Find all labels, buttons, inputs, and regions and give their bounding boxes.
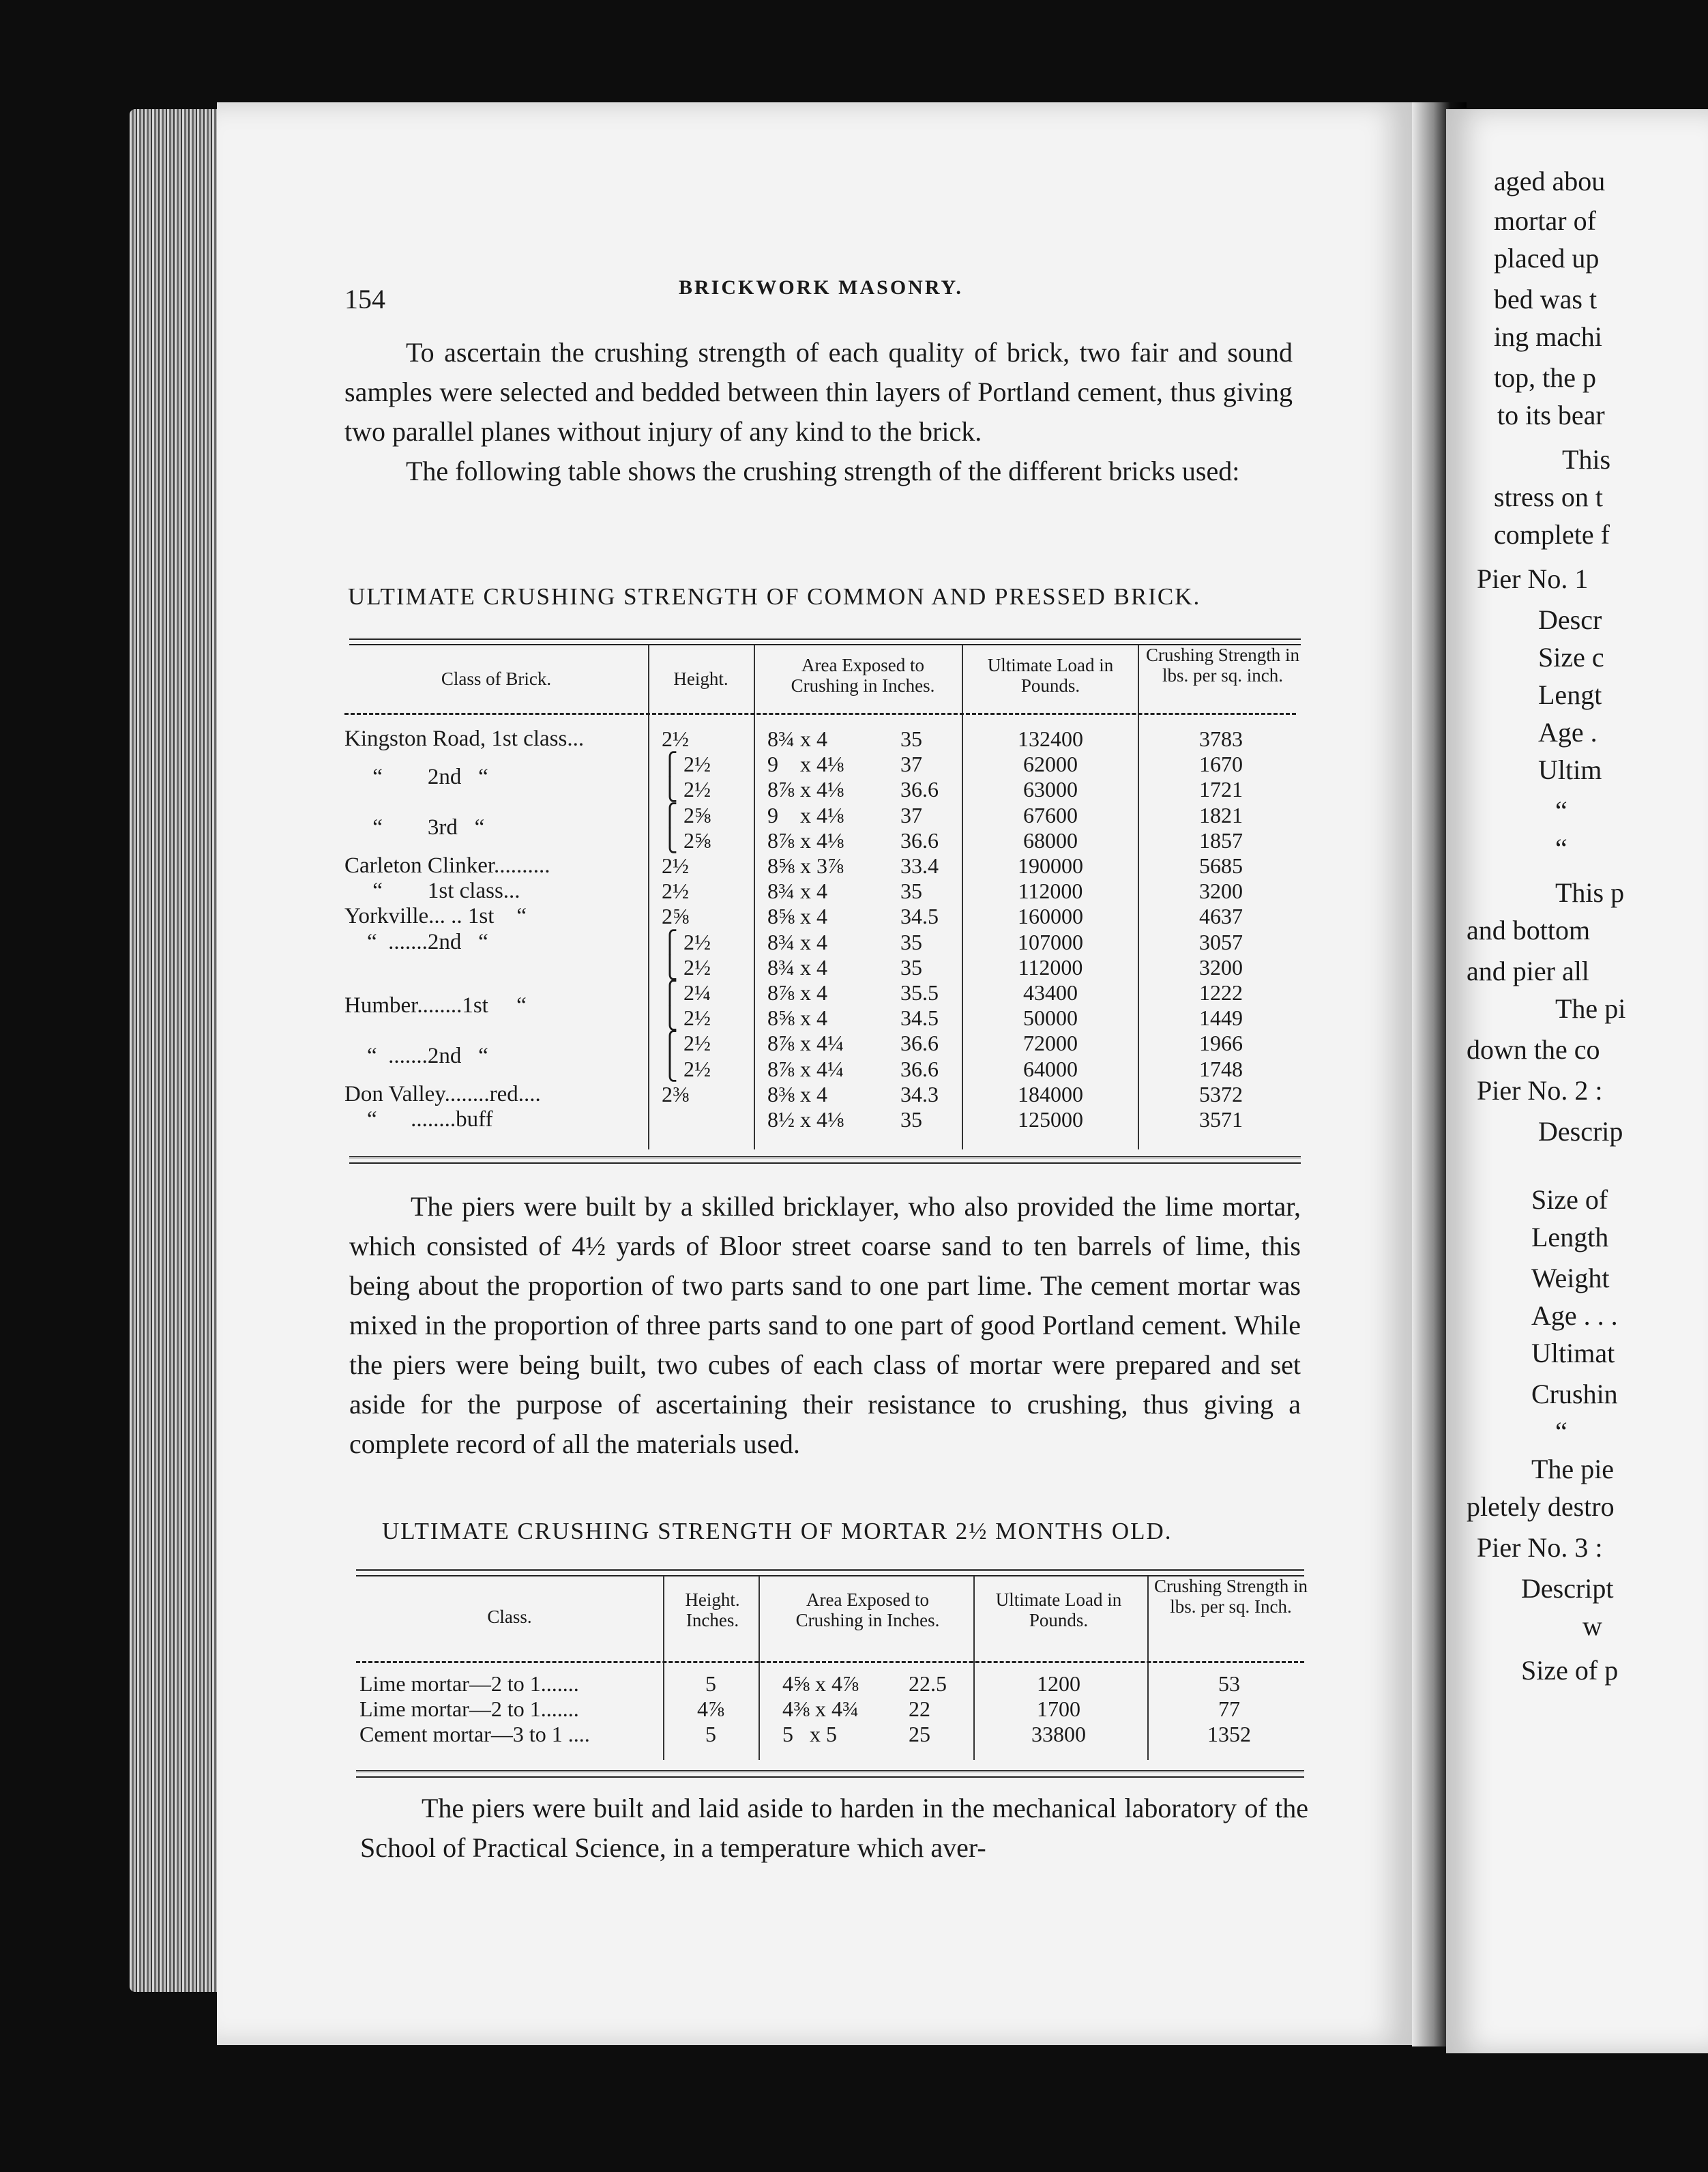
strength-cell: 1748: [1199, 1056, 1243, 1081]
area-value-cell: 36.6: [900, 1056, 939, 1081]
height-cell: 2⅜: [662, 1081, 689, 1106]
load-cell: 132400: [1018, 727, 1083, 751]
height-cell: ⎧ 2½: [662, 1031, 711, 1056]
area-cell: 8⅞ x 4¼: [767, 1056, 844, 1081]
area-cell: 8⅞ x 4¼: [767, 1031, 844, 1056]
load-cell: 160000: [1018, 904, 1083, 929]
right-page-fragment: Pier No. 1: [1477, 563, 1589, 594]
area-value-cell: 36.6: [900, 827, 939, 853]
height-cell: ⎧ 2⅝: [662, 802, 711, 827]
right-page-fragment: top, the p: [1494, 362, 1596, 393]
area-cell: 8¾ x 4: [767, 954, 827, 980]
area-value-cell: 36.6: [900, 1031, 939, 1056]
area-cell: 8⅞ x 4⅛: [767, 777, 844, 802]
load-cell: 50000: [1023, 1006, 1078, 1031]
right-page-fragment: Ultim: [1538, 754, 1602, 785]
t1-header-load: Ultimate Load in Pounds.: [987, 655, 1114, 696]
right-page-fragment: complete f: [1494, 519, 1610, 550]
strength-cell: 1821: [1199, 802, 1243, 827]
load-cell: 64000: [1023, 1056, 1078, 1081]
book-page-edges: [130, 109, 225, 1992]
mortar-height-cell: 5: [705, 1671, 716, 1696]
right-page-fragment: Pier No. 3 :: [1477, 1532, 1603, 1563]
height-cell: ⎩ 2⅝: [662, 827, 711, 853]
mortar-class-cell: Cement mortar—3 to 1 ....: [359, 1722, 590, 1746]
mortar-strength-cell: 1352: [1207, 1722, 1251, 1746]
area-value-cell: 34.5: [900, 1006, 939, 1031]
right-page-fragment: Size of p: [1521, 1655, 1619, 1686]
strength-cell: 3783: [1199, 727, 1243, 751]
area-value-cell: 37: [900, 752, 922, 777]
class-label: Carleton Clinker..........: [344, 853, 550, 878]
right-page-fragment: Lengt: [1538, 679, 1602, 710]
area-value-cell: 35.5: [900, 980, 939, 1005]
mortar-load-cell: 1200: [1037, 1671, 1080, 1696]
height-cell: ⎩ 2½: [662, 954, 711, 980]
strength-cell: 3571: [1199, 1107, 1243, 1132]
brick-strength-table: [344, 645, 1303, 1149]
right-page-fragment: Age . . .: [1531, 1300, 1618, 1331]
load-cell: 68000: [1023, 827, 1078, 853]
right-page-fragment: “: [1555, 795, 1567, 826]
right-page-fragment: aged abou: [1494, 166, 1606, 196]
t2-header-strength: Crushing Strength in lbs. per sq. Inch.: [1154, 1576, 1308, 1617]
table2-bottom-rule: [356, 1770, 1304, 1778]
piers-paragraph: [349, 1187, 1301, 1464]
class-label: “ .......2nd “: [344, 1044, 488, 1068]
right-page-fragment: mortar of: [1494, 205, 1596, 236]
right-page-fragment: to its bear: [1497, 400, 1605, 430]
area-value-cell: 34.5: [900, 904, 939, 929]
right-page-fragment: Descr: [1538, 604, 1602, 635]
paragraph-table-intro: The following table shows the crushing strength of the different bricks used:: [406, 456, 1240, 486]
mortar-height-cell: 5: [705, 1722, 716, 1746]
height-cell: 2½: [662, 727, 689, 751]
area-cell: 8⅞ x 4⅛: [767, 827, 844, 853]
load-cell: 72000: [1023, 1031, 1078, 1056]
right-page-fragment: This p: [1555, 877, 1625, 908]
strength-cell: 3200: [1199, 954, 1243, 980]
right-page-fragment: Age .: [1538, 717, 1597, 748]
running-title: BRICKWORK MASONRY.: [679, 276, 963, 299]
strength-cell: 1222: [1199, 980, 1243, 1005]
area-cell: 8¾ x 4: [767, 929, 827, 954]
load-cell: 112000: [1018, 879, 1083, 904]
load-cell: 62000: [1023, 752, 1078, 777]
t2-header-load: Ultimate Load in Pounds.: [995, 1589, 1122, 1630]
area-cell: 8⅜ x 4: [767, 1081, 827, 1106]
right-page-fragment: down the co: [1467, 1034, 1600, 1065]
table1-header-rule: [344, 713, 1296, 715]
load-cell: 190000: [1018, 853, 1083, 878]
right-page-fragment: stress on t: [1494, 482, 1603, 512]
area-value-cell: 33.4: [900, 853, 939, 878]
t1-header-area: Area Exposed to Crushing in Inches.: [791, 655, 935, 696]
t2-header-area: Area Exposed to Crushing in Inches.: [795, 1589, 940, 1630]
area-cell: 8¾ x 4: [767, 879, 827, 904]
area-value-cell: 35: [900, 727, 922, 751]
height-cell: 2⅝: [662, 904, 689, 929]
height-cell: ⎩ 2½: [662, 1056, 711, 1081]
paragraph-laboratory: The piers were built and laid aside to harden in the mechanical laboratory of the School of Practical Science, in a temperature which aver-: [360, 1793, 1308, 1863]
area-value-cell: 35: [900, 929, 922, 954]
running-head: [344, 276, 1620, 317]
table2-heading: ULTIMATE CRUSHING STRENGTH OF MORTAR 2½ MONTHS OLD.: [382, 1518, 1173, 1544]
mortar-strength-cell: 53: [1218, 1671, 1240, 1696]
right-page-fragment: “: [1555, 1416, 1567, 1447]
right-page-fragment: The pi: [1555, 993, 1626, 1024]
strength-cell: 1721: [1199, 777, 1243, 802]
right-page-fragment: Length: [1531, 1222, 1609, 1252]
mortar-area-value-cell: 22.5: [909, 1671, 947, 1696]
mortar-area-value-cell: 22: [909, 1697, 930, 1721]
page-number: 154: [344, 284, 385, 314]
strength-cell: 5372: [1199, 1081, 1243, 1106]
right-page-fragment: Size c: [1538, 642, 1604, 673]
strength-cell: 3057: [1199, 929, 1243, 954]
strength-cell: 3200: [1199, 879, 1243, 904]
area-value-cell: 35: [900, 954, 922, 980]
strength-cell: 4637: [1199, 904, 1243, 929]
load-cell: 184000: [1018, 1081, 1083, 1106]
right-page-fragment: This: [1562, 444, 1611, 475]
right-page-fragment: Descript: [1521, 1573, 1614, 1604]
mortar-load-cell: 1700: [1037, 1697, 1080, 1721]
area-value-cell: 36.6: [900, 777, 939, 802]
mortar-area-cell: 4⅜ x 4¾: [782, 1697, 859, 1721]
area-value-cell: 34.3: [900, 1081, 939, 1106]
mortar-class-cell: Lime mortar—2 to 1.......: [359, 1671, 579, 1696]
class-label: “ ........buff: [344, 1107, 493, 1132]
height-cell: ⎧ 2¼: [662, 980, 711, 1005]
right-page-fragment: Descrip: [1538, 1116, 1623, 1147]
height-cell: ⎩ 2½: [662, 777, 711, 802]
class-label: Kingston Road, 1st class...: [344, 727, 585, 751]
t2-header-height: Height. Inches.: [685, 1589, 740, 1630]
class-label: Don Valley........red....: [344, 1081, 541, 1106]
load-cell: 112000: [1018, 954, 1083, 980]
right-page-fragment: w: [1582, 1611, 1602, 1641]
mortar-area-value-cell: 25: [909, 1722, 930, 1746]
right-page: [1446, 109, 1708, 2053]
t1-header-height: Height.: [673, 669, 728, 689]
t2-header-class: Class.: [487, 1606, 532, 1627]
strength-cell: 1670: [1199, 752, 1243, 777]
right-page-fragment: “: [1555, 833, 1567, 864]
mortar-load-cell: 33800: [1031, 1722, 1086, 1746]
area-cell: 8⅝ x 3⅞: [767, 853, 844, 878]
height-cell: 2½: [662, 879, 689, 904]
area-cell: 8⅞ x 4: [767, 980, 827, 1005]
area-value-cell: 37: [900, 802, 922, 827]
class-label: “ 2nd “: [344, 764, 488, 789]
area-value-cell: 35: [900, 1107, 922, 1132]
load-cell: 125000: [1018, 1107, 1083, 1132]
laboratory-paragraph: [360, 1789, 1308, 1868]
class-label: “ .......2nd “: [344, 929, 488, 954]
class-label: Humber........1st “: [344, 993, 527, 1018]
mortar-height-cell: 4⅞: [697, 1697, 724, 1721]
paragraph-crushing-method: To ascertain the crushing strength of each quality of brick, two fair and sound samples were selected and bedded between thin layers of Portland cement, thus giving two parallel planes without injury of any kind to the brick.: [344, 337, 1293, 447]
right-page-fragment: and pier all: [1467, 956, 1589, 986]
area-value-cell: 35: [900, 879, 922, 904]
right-page-fragment: placed up: [1494, 243, 1600, 274]
paragraph-piers-built: The piers were built by a skilled bricklayer, who also provided the lime mortar, which consisted of 4½ yards of Bloor street coarse sand to ten barrels of lime, this being about the proportion of two parts sand to one part lime. The cement mortar was mixed in the proportion of three parts sand to one part of good Portland cement. While the piers were being built, two cubes of each class of mortar were prepared and set aside for the purpose of ascertaining their resistance to crushing, thus giving a complete record of all the materials used.: [349, 1191, 1301, 1459]
area-cell: 8¾ x 4: [767, 727, 827, 751]
area-cell: 8½ x 4⅛: [767, 1107, 844, 1132]
class-label: “ 1st class...: [344, 879, 520, 904]
right-page-fragment: and bottom: [1467, 915, 1591, 945]
right-page-fragment: Weight: [1531, 1263, 1610, 1293]
mortar-class-cell: Lime mortar—2 to 1.......: [359, 1697, 579, 1721]
table1-heading: ULTIMATE CRUSHING STRENGTH OF COMMON AND PRESSED BRICK.: [348, 583, 1201, 610]
height-cell: 2½: [662, 853, 689, 878]
class-label: Yorkville... .. 1st “: [344, 904, 527, 929]
mortar-strength-table: [356, 1576, 1308, 1767]
area-cell: 8⅝ x 4: [767, 904, 827, 929]
load-cell: 107000: [1018, 929, 1083, 954]
right-page-fragment: Size of: [1531, 1184, 1608, 1215]
intro-paragraphs: [344, 333, 1293, 491]
strength-cell: 1857: [1199, 827, 1243, 853]
right-page-fragment: Ultimat: [1531, 1338, 1615, 1368]
strength-cell: 1449: [1199, 1006, 1243, 1031]
right-page-fragment: Crushin: [1531, 1379, 1618, 1409]
area-cell: 8⅝ x 4: [767, 1006, 827, 1031]
strength-cell: 1966: [1199, 1031, 1243, 1056]
right-page-fragment: Pier No. 2 :: [1477, 1075, 1603, 1106]
right-page-fragment: bed was t: [1494, 284, 1597, 314]
load-cell: 67600: [1023, 802, 1078, 827]
height-cell: ⎩ 2½: [662, 1006, 711, 1031]
class-label: “ 3rd “: [344, 815, 485, 840]
height-cell: ⎧ 2½: [662, 752, 711, 777]
t1-header-class: Class of Brick.: [441, 669, 552, 689]
mortar-area-cell: 5 x 5: [782, 1722, 837, 1746]
mortar-strength-cell: 77: [1218, 1697, 1240, 1721]
t1-header-strength: Crushing Strength in lbs. per sq. inch.: [1145, 645, 1299, 686]
load-cell: 43400: [1023, 980, 1078, 1005]
area-cell: 9 x 4⅛: [767, 752, 844, 777]
right-page-fragment: pletely destro: [1467, 1491, 1615, 1522]
right-page-fragment: ing machi: [1494, 321, 1602, 352]
height-cell: ⎧ 2½: [662, 929, 711, 954]
load-cell: 63000: [1023, 777, 1078, 802]
strength-cell: 5685: [1199, 853, 1243, 878]
area-cell: 9 x 4⅛: [767, 802, 844, 827]
right-page-fragment: The pie: [1531, 1454, 1615, 1484]
table1-bottom-rule: [349, 1156, 1301, 1164]
mortar-area-cell: 4⅝ x 4⅞: [782, 1671, 859, 1696]
table2-header-rule: [356, 1661, 1304, 1663]
